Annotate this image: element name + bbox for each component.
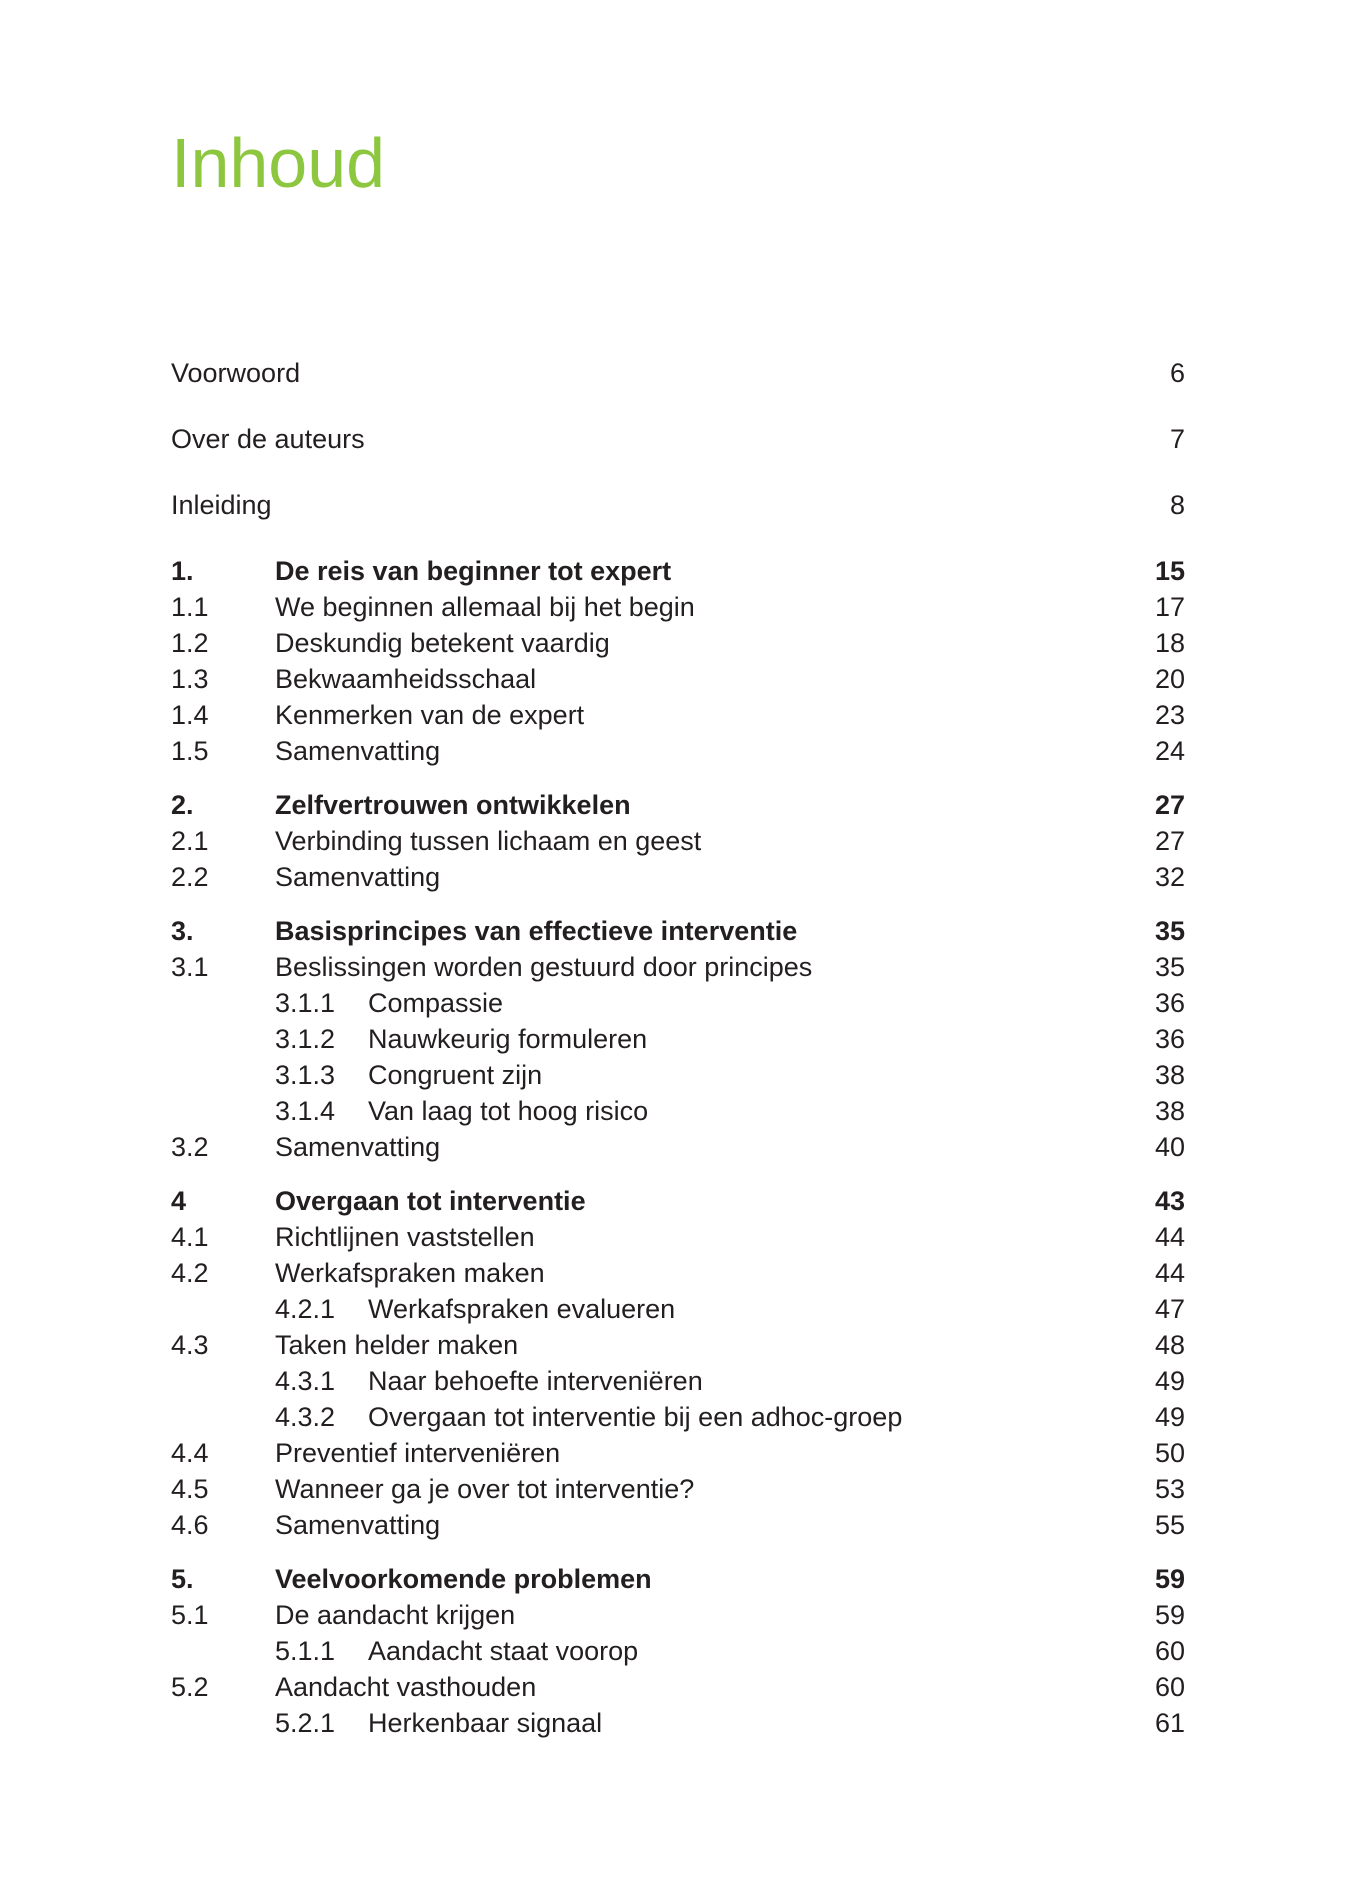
toc-entry-page: 43 <box>1154 1186 1185 1216</box>
toc-entry <box>171 1327 1185 1363</box>
toc-entry-number: 1.2 <box>171 628 209 658</box>
toc-entry-page: 50 <box>1154 1438 1185 1468</box>
toc-entry <box>171 1669 1185 1705</box>
toc-entry-number: 5.2 <box>171 1672 209 1702</box>
toc-entry-page: 27 <box>1154 790 1185 820</box>
toc-entry-page: 8 <box>1169 490 1185 520</box>
toc-entry-number: 5.2.1 <box>275 1708 336 1738</box>
toc-entry-page: 6 <box>1169 358 1185 388</box>
toc-entry-title: Werkafspraken maken <box>275 1258 545 1288</box>
toc-entry-number: 5.1.1 <box>275 1636 336 1666</box>
toc-entry-number: 3.1.4 <box>275 1096 336 1126</box>
toc-entry <box>171 1597 1185 1633</box>
toc-entry-number: 3.1.2 <box>275 1024 336 1054</box>
toc-entry-number: 2.2 <box>171 862 209 892</box>
toc-entry-title: Naar behoefte interveniëren <box>368 1366 703 1396</box>
toc-entry-page: 36 <box>1154 988 1185 1018</box>
toc-entry-page: 35 <box>1154 916 1185 946</box>
toc-entry-title: Beslissingen worden gestuurd door principes <box>275 952 813 982</box>
toc-entry <box>171 421 1185 457</box>
toc-entry <box>171 1219 1185 1255</box>
toc-entry <box>171 1291 1185 1327</box>
toc-entry-title: Deskundig betekent vaardig <box>275 628 610 658</box>
toc-entry-title: Samenvatting <box>275 1132 441 1162</box>
toc-entry <box>171 1399 1185 1435</box>
toc-entry-number: 4.2.1 <box>275 1294 336 1324</box>
toc-entry-page: 17 <box>1154 592 1185 622</box>
toc-entry-title: Zelfvertrouwen ontwikkelen <box>275 790 631 820</box>
toc-entry-title: Inleiding <box>171 490 272 520</box>
toc-entry <box>171 1183 1185 1219</box>
toc-entry-number: 3.2 <box>171 1132 209 1162</box>
toc-entry-page: 20 <box>1154 664 1185 694</box>
toc-entry <box>171 733 1185 769</box>
toc-entry-page: 59 <box>1154 1600 1185 1630</box>
toc-entry-number: 1.4 <box>171 700 209 730</box>
toc-entry-title: Congruent zijn <box>368 1060 543 1090</box>
page-title: Inhoud <box>171 124 386 202</box>
toc-entry-page: 15 <box>1154 556 1185 586</box>
toc-entry <box>171 985 1185 1021</box>
toc-entry-title: Wanneer ga je over tot interventie? <box>275 1474 695 1504</box>
toc-entry-title: Voorwoord <box>171 358 301 388</box>
toc-entry-page: 24 <box>1154 736 1185 766</box>
toc-entry <box>171 589 1185 625</box>
toc-entry-page: 38 <box>1154 1096 1185 1126</box>
toc-entry <box>171 949 1185 985</box>
toc-entry <box>171 1471 1185 1507</box>
toc-entry-title: Taken helder maken <box>275 1330 519 1360</box>
toc-entry-title: Herkenbaar signaal <box>368 1708 603 1738</box>
toc-entry-number: 3.1.1 <box>275 988 336 1018</box>
toc-entry-number: 2. <box>171 790 194 820</box>
toc-entry-page: 40 <box>1154 1132 1185 1162</box>
toc-entry-number: 3.1 <box>171 952 209 982</box>
toc-entry <box>171 787 1185 823</box>
toc-entry-title: Overgaan tot interventie bij een adhoc-groep <box>368 1402 903 1432</box>
toc-entry-number: 4.3.1 <box>275 1366 336 1396</box>
toc-entry-title: De reis van beginner tot expert <box>275 556 672 586</box>
toc-entry-page: 60 <box>1154 1636 1185 1666</box>
toc-entry-title: Over de auteurs <box>171 424 365 454</box>
toc-entry <box>171 1507 1185 1543</box>
toc-entry-number: 4.4 <box>171 1438 209 1468</box>
toc-entry <box>171 661 1185 697</box>
toc-entry-number: 4.6 <box>171 1510 209 1540</box>
toc-entry <box>171 1129 1185 1165</box>
toc-entry-title: We beginnen allemaal bij het begin <box>275 592 695 622</box>
toc-entry-number: 4.2 <box>171 1258 209 1288</box>
toc-entry-title: Samenvatting <box>275 736 441 766</box>
toc-entry-number: 2.1 <box>171 826 209 856</box>
toc-entry-number: 1.5 <box>171 736 209 766</box>
toc-entry-number: 1.3 <box>171 664 209 694</box>
toc-entry <box>171 1435 1185 1471</box>
toc-entry <box>171 1633 1185 1669</box>
toc-entry-title: Richtlijnen vaststellen <box>275 1222 535 1252</box>
toc-entry <box>171 1093 1185 1129</box>
toc-entry-page: 38 <box>1154 1060 1185 1090</box>
toc-entry-number: 5.1 <box>171 1600 209 1630</box>
toc-entry-number: 1.1 <box>171 592 209 622</box>
toc-entry-title: Basisprincipes van effectieve interventie <box>275 916 798 946</box>
toc-entry-page: 60 <box>1154 1672 1185 1702</box>
toc-entry-page: 49 <box>1154 1366 1185 1396</box>
toc-entry-number: 3.1.3 <box>275 1060 336 1090</box>
toc-entry-title: Samenvatting <box>275 1510 441 1540</box>
toc-entry-page: 36 <box>1154 1024 1185 1054</box>
toc-entry-number: 1. <box>171 556 194 586</box>
toc-entry-page: 32 <box>1154 862 1185 892</box>
toc-entry-page: 53 <box>1154 1474 1185 1504</box>
toc-entry-title: Preventief interveniëren <box>275 1438 561 1468</box>
toc-entry <box>171 859 1185 895</box>
toc-entry <box>171 697 1185 733</box>
toc-entry-page: 55 <box>1154 1510 1185 1540</box>
toc-entry <box>171 487 1185 523</box>
toc-entry-number: 3. <box>171 916 194 946</box>
toc-entry-number: 4.3.2 <box>275 1402 336 1432</box>
toc-entry-number: 5. <box>171 1564 194 1594</box>
toc-entry-title: Van laag tot hoog risico <box>368 1096 649 1126</box>
toc-entry <box>171 1561 1185 1597</box>
toc-entry-page: 44 <box>1154 1222 1185 1252</box>
toc-entry-title: Compassie <box>368 988 504 1018</box>
toc-entry-page: 47 <box>1154 1294 1185 1324</box>
toc-entry-title: Veelvoorkomende problemen <box>275 1564 652 1594</box>
toc-entry-page: 48 <box>1154 1330 1185 1360</box>
toc-entry-page: 27 <box>1154 826 1185 856</box>
toc-entry-page: 59 <box>1154 1564 1185 1594</box>
toc-entry-page: 49 <box>1154 1402 1185 1432</box>
toc-entry-page: 18 <box>1154 628 1185 658</box>
toc-entry <box>171 553 1185 589</box>
toc-entry <box>171 1021 1185 1057</box>
toc-entry-page: 35 <box>1154 952 1185 982</box>
toc-entry-page: 61 <box>1154 1708 1185 1738</box>
toc-entry <box>171 1363 1185 1399</box>
toc-entry-number: 4.3 <box>171 1330 209 1360</box>
toc-entry-number: 4.5 <box>171 1474 209 1504</box>
toc-entry <box>171 1705 1185 1741</box>
toc-entry <box>171 913 1185 949</box>
toc-entry <box>171 355 1185 391</box>
toc-entry-page: 7 <box>1169 424 1185 454</box>
toc-entry-title: Overgaan tot interventie <box>275 1186 586 1216</box>
toc-entry-number: 4.1 <box>171 1222 209 1252</box>
toc-entry <box>171 823 1185 859</box>
toc-entry-page: 23 <box>1154 700 1185 730</box>
toc-entry-title: Werkafspraken evalueren <box>368 1294 676 1324</box>
toc-entry-title: Aandacht staat voorop <box>368 1636 639 1666</box>
toc-entry <box>171 1057 1185 1093</box>
toc-entry-title: Aandacht vasthouden <box>275 1672 537 1702</box>
toc-entry-title: Nauwkeurig formuleren <box>368 1024 648 1054</box>
toc-entry <box>171 625 1185 661</box>
toc-entry-title: De aandacht krijgen <box>275 1600 516 1630</box>
toc-entry-title: Verbinding tussen lichaam en geest <box>275 826 702 856</box>
toc-entry-title: Bekwaamheidsschaal <box>275 664 537 694</box>
toc-entry <box>171 1255 1185 1291</box>
toc-entry-page: 44 <box>1154 1258 1185 1288</box>
toc-entry-title: Samenvatting <box>275 862 441 892</box>
toc-entry-title: Kenmerken van de expert <box>275 700 585 730</box>
toc-entry-number: 4 <box>171 1186 187 1216</box>
toc-list <box>171 355 1185 1741</box>
